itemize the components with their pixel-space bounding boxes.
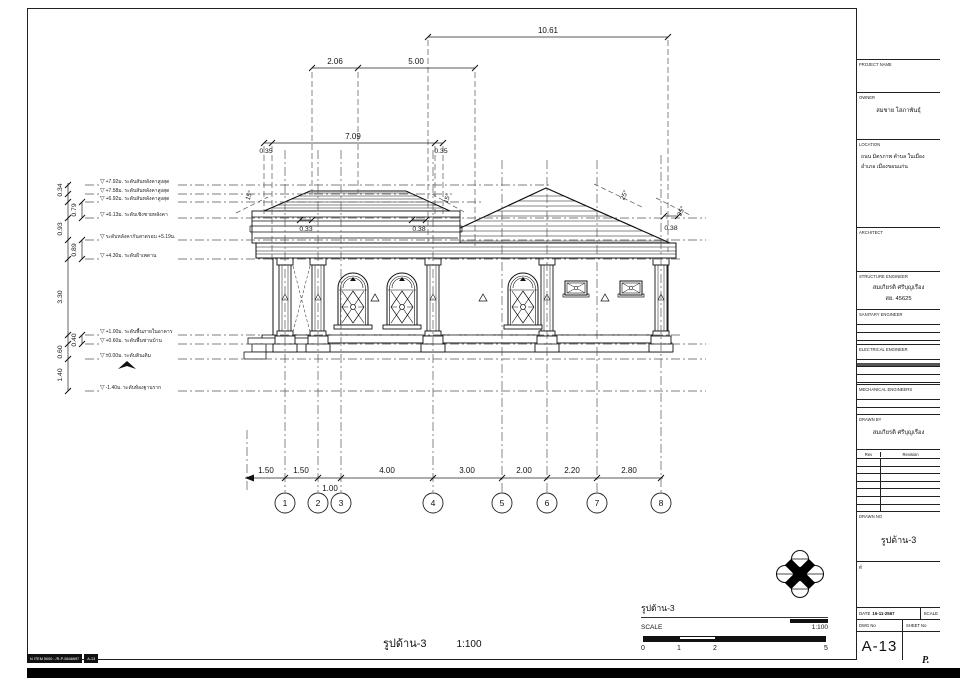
- project-name-section: [857, 60, 940, 93]
- level-text: +6.92ม. ระดับสันหลังคาสูงสุด: [105, 196, 170, 202]
- small-window: [618, 281, 644, 297]
- level-label: [100, 328, 172, 336]
- small-window: [563, 281, 589, 297]
- electrical-engineer-label: ELECTRICAL ENGINEER: [859, 346, 908, 352]
- revision-column-header: Revision: [902, 451, 919, 457]
- grid-number: 1: [282, 498, 288, 508]
- dim-label: 5.00: [408, 57, 424, 66]
- level-marker-icon: ▽: [100, 179, 105, 185]
- level-label: [100, 211, 168, 219]
- level-text: -1.40ม. ระดับท้องฐานราก: [105, 385, 162, 391]
- grid-number: 4: [430, 498, 436, 508]
- drawn-by-name: สมเกียรติ ศรีบุญเรือง: [872, 429, 925, 436]
- drawing-scale: 1:100: [456, 639, 482, 650]
- dim-label: 2.06: [327, 57, 343, 66]
- level-marker-icon: ▽: [100, 253, 105, 259]
- grid-number: 8: [658, 498, 664, 508]
- dim-label: 0.38: [664, 225, 678, 232]
- dim-label: 2.20: [564, 466, 580, 475]
- level-text: +0.60ม. ระดับพื้นชานบ้าน: [105, 338, 162, 344]
- wall: [273, 258, 668, 335]
- step: [252, 344, 266, 352]
- dim-label: 0.38: [412, 226, 426, 233]
- page-marker: P.: [922, 655, 930, 666]
- dimension-arrow: [245, 475, 254, 482]
- dim-label: 1.50: [258, 466, 274, 475]
- level-marker-icon: ▽: [100, 196, 105, 202]
- dim-label: 0.93: [57, 222, 64, 236]
- note-section: [857, 562, 940, 608]
- revision-row: [857, 467, 940, 475]
- step: [244, 352, 266, 359]
- drawing-no-section: [857, 512, 940, 562]
- owner-label: OWNER: [859, 94, 876, 100]
- scale-tick: 2: [713, 645, 717, 652]
- scale-bar-segment: [644, 637, 680, 641]
- level-text: ระดับหลังคากันสาดรอบ +5.19ม.: [105, 234, 176, 240]
- dim-label: 2.80: [621, 466, 637, 475]
- level-label: [100, 337, 162, 345]
- level-text: +1.00ม. ระดับพื้นภายในอาคาร: [105, 329, 173, 335]
- grid-number: 3: [338, 498, 344, 508]
- level-text: +4.30ม. ระดับฝ้าเพดาน: [105, 253, 157, 259]
- level-text: ±0.00ม. ระดับดินเดิม: [105, 353, 151, 359]
- dwg-sheet-header-row: [857, 620, 940, 632]
- slope-label: 15°: [442, 192, 453, 205]
- sheet-number: A-13: [857, 632, 903, 660]
- location-label: LOCATION: [859, 141, 881, 147]
- dim-label: 0.35: [259, 148, 273, 155]
- level-marker-icon: ▽: [100, 338, 105, 344]
- structure-engineer-section: [857, 272, 940, 310]
- ground-level-marker: [118, 361, 136, 369]
- scale-bar-ticks: [643, 645, 826, 655]
- scale-tick: 5: [824, 645, 828, 652]
- structure-engineer-license: สย. 45625: [885, 295, 912, 302]
- drawing-no-label: DRAWN NO: [859, 513, 883, 519]
- scale-block-title: รูปด้าน-3: [641, 603, 675, 613]
- arched-window: [504, 273, 542, 329]
- dim-label: 0.34: [57, 183, 64, 197]
- dim-label: 0.89: [71, 243, 78, 257]
- level-label: [100, 233, 176, 241]
- mechanical-engineer-section: [857, 385, 940, 415]
- owner-section: [857, 93, 940, 140]
- dim-label: 0.60: [57, 345, 64, 359]
- scale-field-label: SCALE: [920, 608, 938, 619]
- sanitary-engineer-section: [857, 310, 940, 345]
- revision-row: [857, 497, 940, 505]
- footer-stamp-code: A-13: [84, 654, 98, 663]
- graphic-scale-bar: [643, 636, 826, 642]
- dim-label: 0.33: [299, 226, 313, 233]
- level-label: [100, 195, 169, 203]
- arched-window: [383, 273, 421, 329]
- scale-value-bar: [790, 619, 828, 623]
- title-block-drawing-title: รูปด้าน-3: [880, 534, 917, 545]
- location-line: อำเภอ เมืองขอนแก่น: [861, 164, 908, 171]
- cornice: [256, 243, 676, 258]
- grid-number: 6: [544, 498, 550, 508]
- date-row: [857, 608, 940, 620]
- dim-label: 3.00: [459, 466, 475, 475]
- date-label: DATE: [859, 611, 871, 616]
- level-marker-icon: ▽: [100, 188, 105, 194]
- dim-label: 1.40: [57, 368, 64, 382]
- scale-bar-segment: [680, 637, 716, 641]
- level-marker-icon: ▽: [100, 385, 105, 391]
- scale-label: SCALE: [641, 624, 663, 631]
- dim-label: 1.50: [293, 466, 309, 475]
- note-label: ที่: [859, 564, 862, 570]
- revision-row: [857, 459, 940, 467]
- revision-table: [857, 450, 940, 512]
- dim-label: 0.79: [71, 203, 78, 217]
- grid-bubbles: [275, 493, 671, 513]
- sanitary-engineer-label: SANITARY ENGINEER: [859, 311, 903, 317]
- dim-label: 4.00: [379, 466, 395, 475]
- electrical-engineer-section: [857, 345, 940, 385]
- dim-label: 10.61: [537, 26, 559, 35]
- slope-label: 25°: [676, 205, 687, 218]
- level-label: [100, 178, 169, 186]
- project-name-label: PROJECT NAME: [859, 61, 892, 67]
- structure-engineer-name: สมเกียรติ ศรีบุญเรือง: [872, 284, 925, 291]
- drawing-caption: [383, 634, 482, 652]
- dim-label: 3.30: [57, 290, 64, 304]
- level-text: +7.58ม. ระดับสันหลังคาสูงสุด: [105, 188, 170, 194]
- compass-icon: [777, 551, 824, 598]
- scale-block: [641, 601, 828, 631]
- architect-label: ARCHITECT: [859, 229, 883, 235]
- rev-column-header: Rev: [857, 452, 881, 457]
- sheet-no-label: SHEET No: [906, 623, 927, 628]
- slope-label: 15°: [244, 189, 255, 202]
- level-text: +6.13ม. ระดับเชิงชายหลังคา: [105, 212, 168, 218]
- level-label: [100, 187, 169, 195]
- drawn-by-label: DRAWN BY: [859, 416, 882, 422]
- grid-number: 5: [499, 498, 505, 508]
- level-text: +7.92ม. ระดับสันหลังคาสูงสุด: [105, 179, 170, 185]
- dim-label: 0.40: [71, 333, 78, 347]
- owner-name: สมชาย โสภาพันธุ์: [876, 107, 921, 114]
- scale-tick: 0: [641, 645, 645, 652]
- scale-value: 1:100: [811, 624, 828, 631]
- drawing-title: รูปด้าน-3: [383, 638, 427, 650]
- grid-number: 2: [315, 498, 321, 508]
- dim-label: 7.09: [345, 132, 361, 141]
- scale-bar-segment: [715, 637, 825, 641]
- footer-stamp: [27, 654, 98, 663]
- arched-window: [334, 273, 372, 329]
- dim-label: 2.00: [516, 466, 532, 475]
- level-marker-icon: ▽: [100, 234, 105, 240]
- slope-label: 25°: [619, 189, 630, 202]
- bottom-black-strip: [27, 668, 960, 678]
- grid-number: 7: [594, 498, 600, 508]
- date-value: 16-11-2567: [872, 611, 895, 616]
- level-label: [100, 252, 156, 260]
- revision-row: [857, 474, 940, 482]
- scale-tick: 1: [677, 645, 681, 652]
- drawn-by-section: [857, 415, 940, 450]
- location-line: ถนน มิตรภาพ ตำบล ในเมือง: [861, 153, 925, 160]
- mechanical-engineer-label: MECHANICAL ENGINEERS: [859, 386, 913, 392]
- level-marker-icon: ▽: [100, 212, 105, 218]
- revision-row: [857, 482, 940, 490]
- level-marker-icon: ▽: [100, 329, 105, 335]
- level-marker-icon: ▽: [100, 353, 105, 359]
- dim-label: 0.35: [434, 148, 448, 155]
- level-label: [100, 352, 151, 360]
- level-label: [100, 384, 161, 392]
- dwg-no-label: DWG No: [857, 620, 903, 631]
- title-block: [856, 8, 940, 660]
- structure-engineer-label: STRUCTURE ENGINEER: [859, 273, 908, 279]
- architect-section: [857, 228, 940, 272]
- revision-row: [857, 489, 940, 497]
- dim-label: 1.00: [322, 484, 338, 493]
- title-block-blank: [857, 8, 940, 60]
- footer-stamp-text: N ITEM 5000 : /R-P-5646697: [27, 654, 82, 663]
- location-section: [857, 140, 940, 228]
- roof-left: [250, 191, 462, 243]
